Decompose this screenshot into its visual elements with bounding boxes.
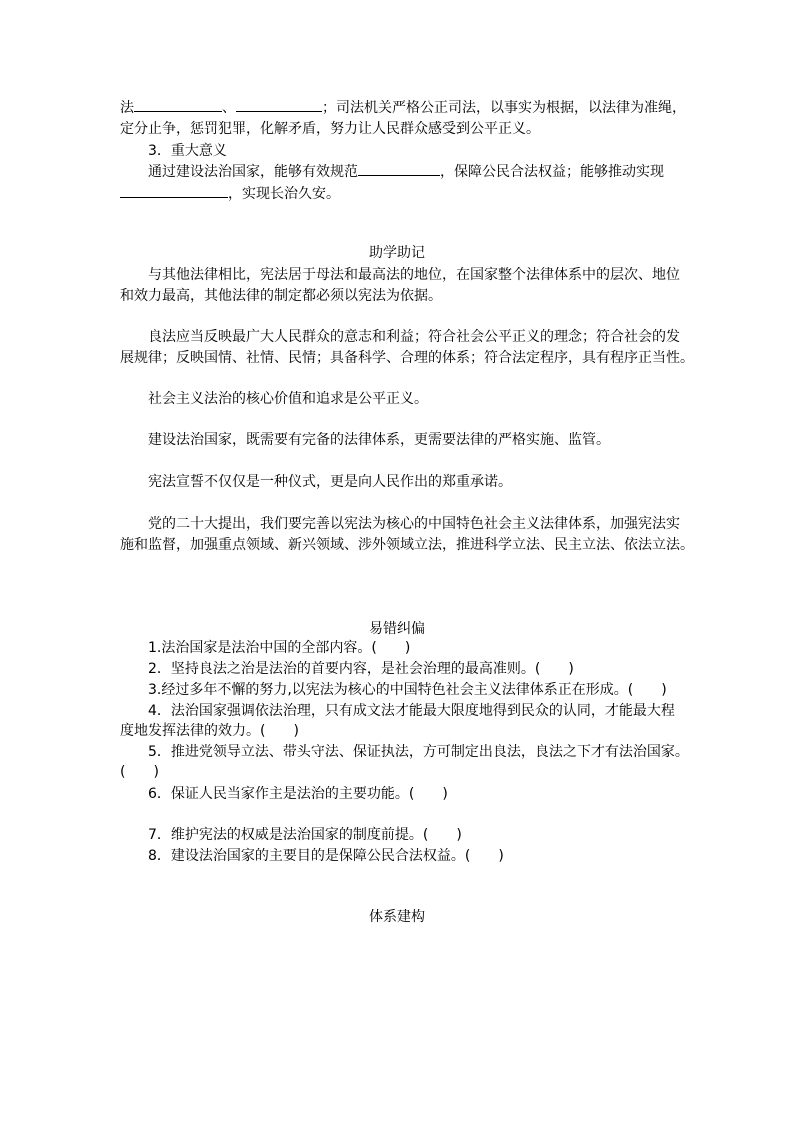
answer-blank-3[interactable]: [358, 161, 440, 176]
notes-paragraph-2: 良法应当反映最广大人民群众的意志和利益；符合社会公平正义的理念；符合社会的发: [148, 329, 680, 345]
answer-blank-2[interactable]: [236, 97, 322, 112]
answer-blank-4[interactable]: [120, 183, 228, 198]
question-2: 2．坚持良法之治是法治的首要内容，是社会治理的最高准则。( ): [148, 661, 574, 677]
question-3: 3.经过多年不懈的努力,以宪法为核心的中国特色社会主义法律体系正在形成。( ): [148, 682, 667, 698]
question-5-cont: ( ): [120, 764, 159, 780]
section-title-significance: 3．重大意义: [148, 143, 227, 159]
errors-heading: 易错纠偏: [369, 621, 425, 637]
notes-paragraph-6: 党的二十大提出，我们要完善以宪法为核心的中国特色社会主义法律体系，加强宪法实: [148, 516, 680, 532]
notes-paragraph-1-cont: 和效力最高，其他法律的制定都必须以宪法为依据。: [120, 288, 442, 304]
question-6: 6．保证人民当家作主是法治的主要功能。( ): [148, 786, 448, 802]
notes-paragraph-4: 建设法治国家，既需要有完备的法律体系，更需要法律的严格实施、监管。: [148, 432, 610, 448]
notes-paragraph-1: 与其他法律相比，宪法居于母法和最高法的地位，在国家整个法律体系中的层次、地位: [148, 267, 680, 283]
question-1: 1.法治国家是法治中国的全部内容。( ): [148, 640, 411, 656]
system-heading: 体系建构: [369, 909, 425, 925]
question-5: 5．推进党领导立法、带头守法、保证执法，方可制定出良法，良法之下才有法治国家。: [148, 744, 689, 760]
answer-blank-1[interactable]: [134, 97, 222, 112]
fill-blank-line-1: 法 、 ；司法机关严格公正司法，以事实为根据，以法律为准绳，: [120, 97, 686, 117]
text-line: 定分止争，惩罚犯罪，化解矛盾，努力让人民群众感受到公平正义。: [120, 121, 540, 137]
notes-heading: 助学助记: [369, 245, 425, 261]
question-7: 7．维护宪法的权威是法治国家的制度前提。( ): [148, 827, 462, 843]
question-4: 4．法治国家强调依法治理，只有成文法才能最大限度地得到民众的认同，才能最大程: [148, 703, 675, 719]
notes-paragraph-3: 社会主义法治的核心价值和追求是公平正义。: [148, 391, 428, 407]
notes-paragraph-6-cont: 施和监督，加强重点领域、新兴领域、涉外领域立法，推进科学立法、民主立法、依法立法。: [120, 537, 694, 553]
notes-paragraph-2-cont: 展规律；反映国情、社情、民情；具备科学、合理的体系；符合法定程序，具有程序正当性。: [120, 350, 694, 366]
fill-blank-line-4: ，实现长治久安。: [120, 183, 340, 203]
question-8: 8．建设法治国家的主要目的是保障公民合法权益。( ): [148, 848, 504, 864]
question-4-cont: 度地发挥法律的效力。( ): [120, 723, 299, 739]
notes-paragraph-5: 宪法宣誓不仅仅是一种仪式，更是向人民作出的郑重承诺。: [148, 474, 512, 490]
fill-blank-line-3: 通过建设法治国家，能够有效规范 ，保障公民合法权益；能够推动实现: [148, 161, 664, 181]
